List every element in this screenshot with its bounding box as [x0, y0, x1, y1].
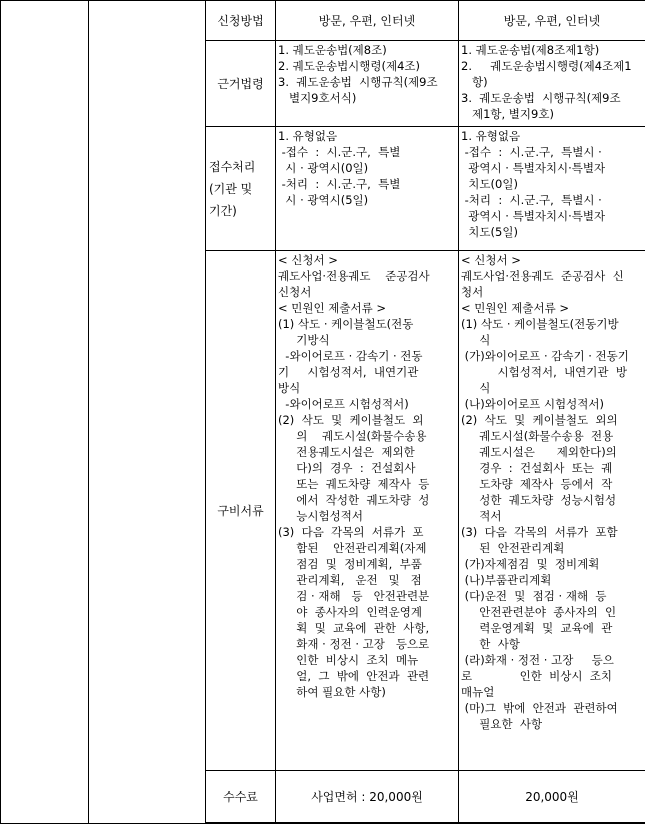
- text-line: 경우 : 건설회사 또는 궤: [461, 460, 643, 476]
- text-line: 항): [461, 74, 643, 90]
- text-line: 기간): [209, 200, 272, 222]
- text-line: -와이어로프 시험성적서): [278, 396, 456, 412]
- text-line: 1. 유형없음: [461, 128, 643, 144]
- text-line: 식: [461, 380, 643, 396]
- text-line: 다)의 경우 : 건설회사: [278, 460, 456, 476]
- text-line: 능시험성적서: [278, 508, 456, 524]
- label-processing: [206, 127, 276, 251]
- law-current: [276, 41, 459, 127]
- text-line: 얼, 그 밖에 안전과 관련: [278, 668, 456, 684]
- label-required-documents: 구비서류: [206, 251, 276, 771]
- text-line: 1. 유형없음: [278, 128, 456, 144]
- text-line: 시 · 광역시(5일): [278, 192, 456, 208]
- label-fee: 수수료: [206, 771, 276, 823]
- blank-column-1: [1, 1, 89, 824]
- text-line: 기 시험성적서, 내연기관: [278, 364, 456, 380]
- text-line: 획 및 교육에 관한 사항,: [278, 620, 456, 636]
- text-line: 궤도사업·전용궤도 준공검사 신: [461, 268, 643, 284]
- text-line: (2) 삭도 및 케이블철도 외의: [461, 412, 643, 428]
- text-line: 점검 및 정비계획, 부품: [278, 556, 456, 572]
- text-line: 1. 궤도운송법(제8조제1항): [461, 42, 643, 58]
- text-line: (마)그 밖에 안전과 관련하여: [461, 700, 643, 716]
- law-revised: [459, 41, 645, 127]
- docs-current: [276, 251, 459, 771]
- text-line: 청서: [461, 284, 643, 300]
- text-line: 2. 궤도운송법시행령(제4조): [278, 58, 456, 74]
- text-line: (3) 다음 각목의 서류가 포함: [461, 524, 643, 540]
- text-line: 궤도시설은 제외한다)의: [461, 444, 643, 460]
- text-line: (기관 및: [209, 178, 272, 200]
- process-current: [276, 127, 459, 251]
- text-line: -와이어로프 · 감속기 · 전동: [278, 348, 456, 364]
- text-line: 야 종사자의 인력운영계: [278, 604, 456, 620]
- text-line: 관리계획, 운전 및 점: [278, 572, 456, 588]
- docs-revised: [459, 251, 645, 771]
- text-line: 함된 안전관리계획(자제: [278, 540, 456, 556]
- text-line: 기방식: [278, 332, 456, 348]
- text-line: 광역시 · 특별자치시·특별자: [461, 160, 643, 176]
- text-line: 치도(5일): [461, 224, 643, 240]
- fee-revised: 20,000원: [459, 771, 645, 823]
- text-line: 한 사항: [461, 636, 643, 652]
- text-line: 또는 궤도차량 제작사 등: [278, 476, 456, 492]
- text-line: 2. 궤도운송법시행령(제4조제1: [461, 58, 643, 74]
- text-line: (다)운전 및 점검 · 재해 등: [461, 588, 643, 604]
- text-line: 궤도사업·전용궤도 준공검사: [278, 268, 456, 284]
- text-line: 3. 궤도운송법 시행규칙(제9조: [278, 74, 456, 90]
- text-line: 인한 비상시 조치 메뉴: [278, 652, 456, 668]
- text-line: 도차량 제작사 등에서 작: [461, 476, 643, 492]
- process-revised: [459, 127, 645, 251]
- blank-column-2: [89, 1, 206, 824]
- text-line: (2) 삭도 및 케이블철도 외: [278, 412, 456, 428]
- text-line: 화재 · 정전 · 고장 등으로: [278, 636, 456, 652]
- text-line: 시험성적서, 내연기관 방: [461, 364, 643, 380]
- method-revised: 방문, 우편, 인터넷: [459, 1, 645, 41]
- text-line: 검 · 재해 등 안전관련분: [278, 588, 456, 604]
- text-line: 된 안전관리계획: [461, 540, 643, 556]
- text-line: -접수 : 시.군.구, 특별: [278, 144, 456, 160]
- text-line: 필요한 사항: [461, 716, 643, 732]
- text-line: (나)부품관리계획: [461, 572, 643, 588]
- text-line: -처리 : 시.군.구, 특별: [278, 176, 456, 192]
- text-line: 로 인한 비상시 조치: [461, 668, 643, 684]
- text-line: 방식: [278, 380, 456, 396]
- text-line: 치도(0일): [461, 176, 643, 192]
- label-legal-basis: 근거법령: [206, 41, 276, 127]
- text-line: 광역시 · 특별자치시·특별자: [461, 208, 643, 224]
- text-line: 시 · 광역시(0일): [278, 160, 456, 176]
- text-line: 제1항, 별지9호): [461, 106, 643, 122]
- text-line: (3) 다음 각목의 서류가 포: [278, 524, 456, 540]
- method-current: 방문, 우편, 인터넷: [276, 1, 459, 41]
- text-line: 에서 작성한 궤도차량 성: [278, 492, 456, 508]
- text-line: < 민원인 제출서류 >: [461, 300, 643, 316]
- text-line: 1. 궤도운송법(제8조): [278, 42, 456, 58]
- text-line: 식: [461, 332, 643, 348]
- text-line: (1) 삭도 · 케이블철도(전동기방: [461, 316, 643, 332]
- row-application-method: [1, 1, 645, 41]
- text-line: -처리 : 시.군.구, 특별시 ·: [461, 192, 643, 208]
- text-line: 적서: [461, 508, 643, 524]
- text-line: 성한 궤도차량 성능시험성: [461, 492, 643, 508]
- fee-current: 사업면허 : 20,000원: [276, 771, 459, 823]
- text-line: (1) 삭도 · 케이블철도(전동: [278, 316, 456, 332]
- text-line: < 신청서 >: [461, 252, 643, 268]
- text-line: (라)화재 · 정전 · 고장 등으: [461, 652, 643, 668]
- text-line: 신청서: [278, 284, 456, 300]
- text-line: < 민원인 제출서류 >: [278, 300, 456, 316]
- text-line: -접수 : 시.군.구, 특별시 ·: [461, 144, 643, 160]
- text-line: 의 궤도시설(화물수송용: [278, 428, 456, 444]
- text-line: 별지9호서식): [278, 90, 456, 106]
- text-line: (가)와이어로프 · 감속기 · 전동기: [461, 348, 643, 364]
- text-line: 3. 궤도운송법 시행규칙(제9조: [461, 90, 643, 106]
- text-line: 전용궤도시설은 제외한: [278, 444, 456, 460]
- text-line: 매뉴얼: [461, 684, 643, 700]
- text-line: 력운영계획 및 교육에 관: [461, 620, 643, 636]
- text-line: 하여 필요한 사항): [278, 684, 456, 700]
- label-application-method: 신청방법: [206, 1, 276, 41]
- text-line: 궤도시설(화물수송용 전용: [461, 428, 643, 444]
- text-line: < 신청서 >: [278, 252, 456, 268]
- text-line: 접수처리: [209, 156, 272, 178]
- text-line: (가)자제점검 및 정비계획: [461, 556, 643, 572]
- text-line: 안전관련분야 종사자의 인: [461, 604, 643, 620]
- text-line: (나)와이어로프 시험성적서): [461, 396, 643, 412]
